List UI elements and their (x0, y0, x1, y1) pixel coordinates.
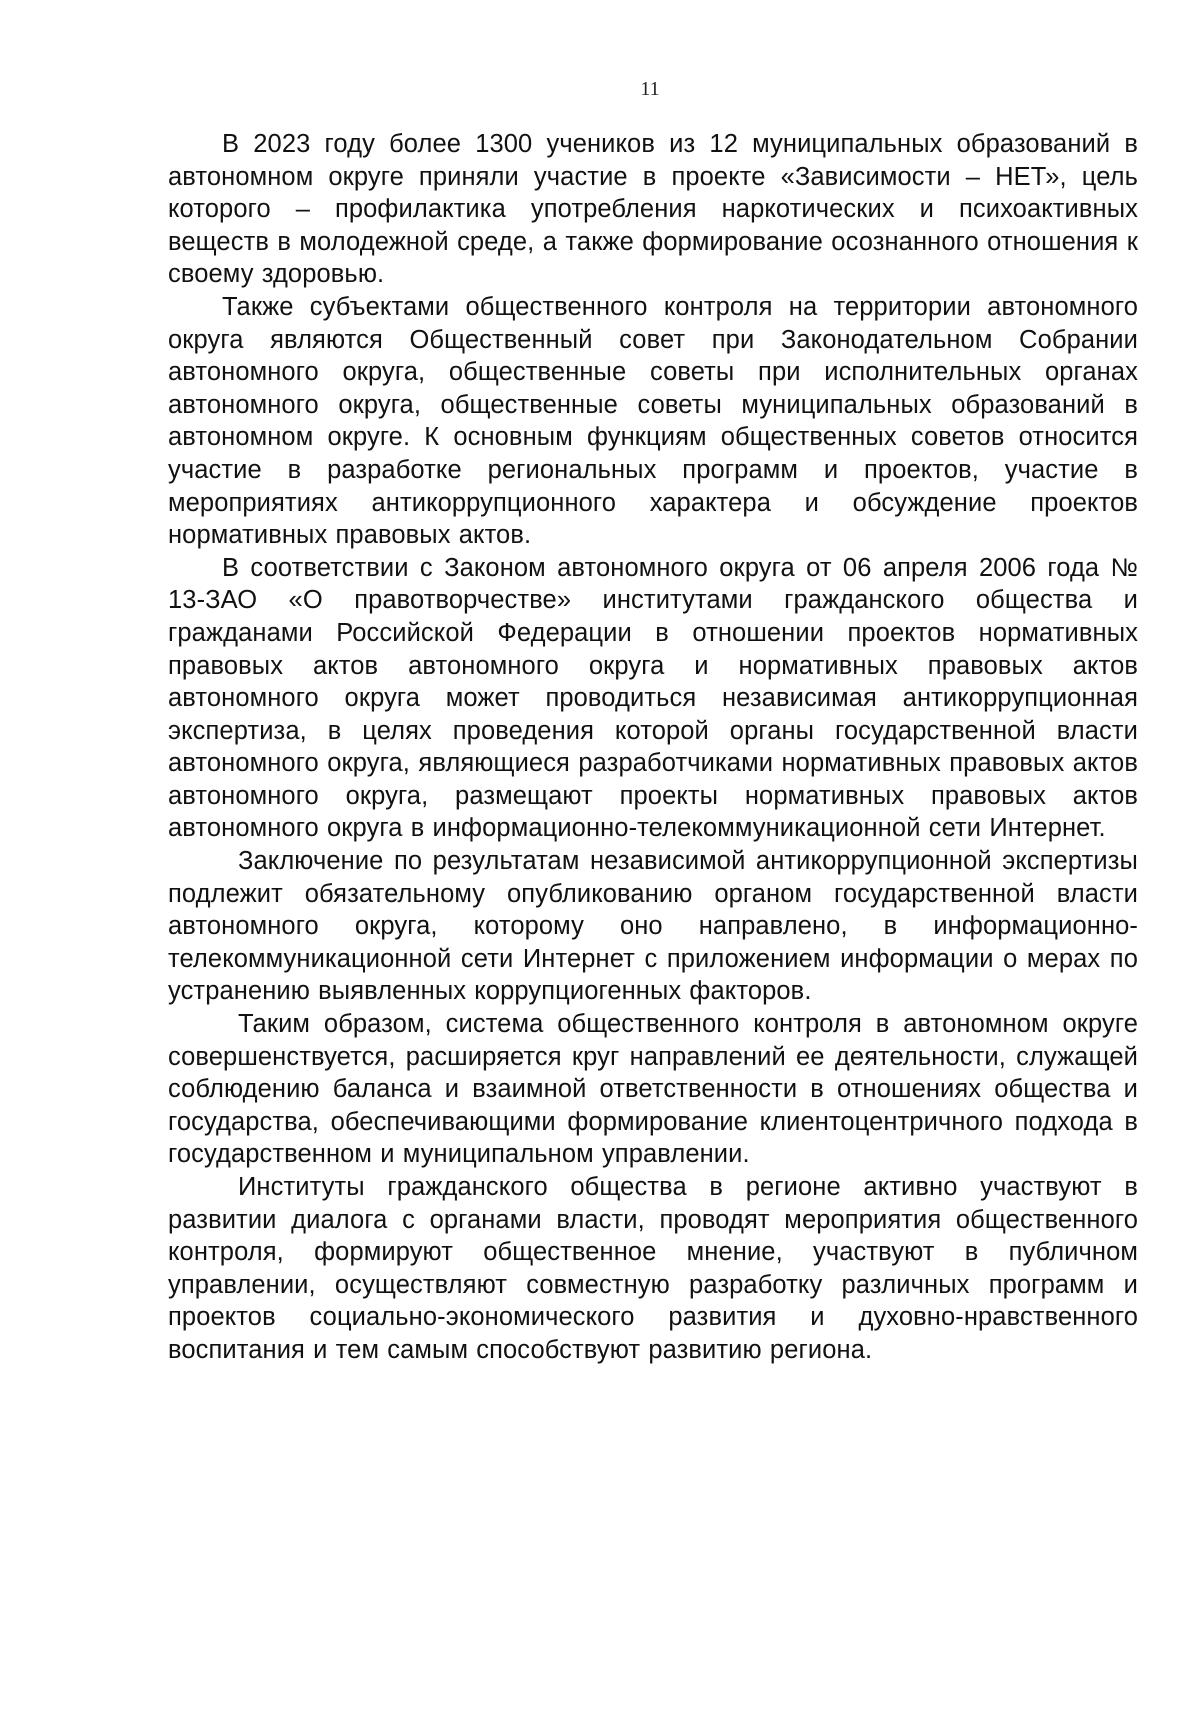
page-number: 11 (640, 78, 660, 100)
paragraph-system-improvement: Таким образом, система общественного контроля в автономном округе совершенствуется, расширяется круг направлений ее деятельности, служащей соблюдению баланса и взаимной ответственности в отношениях общества и государства, обеспечивающими формирование клиентоцентричного подхода в государственном и муниципальном управлении. (168, 1010, 1138, 1169)
document-body (168, 128, 1138, 1367)
paragraph-zavisimosti-net-project: В 2023 году более 1300 учеников из 12 муниципальных образований в автономном округе приняли участие в проекте «Зависимости – НЕТ», цель которого – профилактика употребления наркотических и психоактивных веществ в молодежной среде, а также формирование осознанного отношения к своему здоровью. (168, 130, 1138, 289)
paragraph-law-on-lawmaking: В соответствии с Законом автономного округа от 06 апреля 2006 года № 13-ЗАО «О правотворчестве» институтами гражданского общества и гражданами Российской Федерации в отношении проектов нормативных правовых актов автономного округа и нормативных правовых актов автономного округа может проводиться независимая антикоррупционная экспертиза, в целях проведения которой органы государственной власти автономного округа, являющиеся разработчиками нормативных правовых актов автономного округа, размещают проекты нормативных правовых актов автономного округа в информационно-телекоммуникационной сети Интернет. (168, 553, 1138, 843)
paragraph-public-councils: Также субъектами общественного контроля на территории автономного округа являются Общественный совет при Законодательном Собрании автономного округа, общественные советы при исполнительных органах автономного округа, общественные советы муниципальных образований в автономном округе. К основным функциям общественных советов относится участие в разработке региональных программ и проектов, участие в мероприятиях антикоррупционного характера и обсуждение проектов нормативных правовых актов. (168, 292, 1138, 550)
paragraph-civil-society-institutions: Институты гражданского общества в регионе активно участвуют в развитии диалога с органами власти, проводят мероприятия общественного контроля, формируют общественное мнение, участвуют в публичном управлении, осуществляют совместную разработку различных программ и проектов социально-экономического развития и духовно-нравственного воспитания и тем самым способствуют развитию региона. (168, 1173, 1138, 1364)
paragraph-expertise-conclusion: Заключение по результатам независимой антикоррупционной экспертизы подлежит обязательному опубликованию органом государственной власти автономного округа, которому оно направлено, в информационно-телекоммуникационной сети Интернет с приложением информации о мерах по устранению выявленных коррупциогенных факторов. (168, 847, 1138, 1006)
